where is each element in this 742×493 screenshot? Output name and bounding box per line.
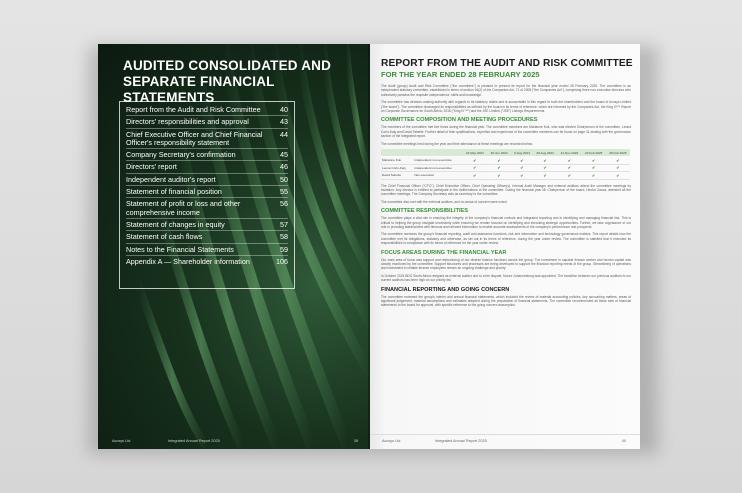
toc-entry-label: Directors' responsibilities and approval bbox=[126, 117, 249, 127]
section-heading: COMMITTEE RESPONSIBILITIES bbox=[381, 208, 469, 215]
report-subtitle: FOR THE YEAR ENDED 28 FEBRUARY 2025 bbox=[381, 70, 540, 79]
member-name: Marianne Kok bbox=[381, 157, 413, 165]
toc-entry[interactable] bbox=[126, 116, 288, 128]
attendance-check: ✔ bbox=[606, 172, 630, 180]
body-paragraph: Our main area of focus was support and restructuring of our diverse finance functions across the group. The investment in capable finance worker and human capital was closely monitored by the committee. Support structures and processes are being developed to support the financial reporting needs of the group. Streamlining of operations and investment in reliable finance employees remain an ongoing challenge and priority. bbox=[381, 257, 631, 271]
footer-report-name: Integrated Annual Report 2025 bbox=[435, 439, 487, 443]
toc-entry[interactable] bbox=[126, 174, 288, 186]
member-name: Leona Corin-Kaiy bbox=[381, 164, 413, 172]
table-row bbox=[381, 157, 630, 165]
attendance-check: ✔ bbox=[557, 157, 581, 165]
section-heading: FINANCIAL REPORTING AND GOING CONCERN bbox=[381, 286, 510, 293]
attendance-check: ✔ bbox=[582, 164, 606, 172]
table-header-cell: 21 Nov 2024 bbox=[557, 149, 581, 157]
table-header-cell bbox=[381, 149, 413, 157]
member-role: Independent non-executive bbox=[413, 157, 462, 165]
attendance-check: ✔ bbox=[533, 172, 557, 180]
attendance-check: ✔ bbox=[511, 157, 533, 165]
report-body bbox=[381, 84, 631, 311]
toc-entry[interactable] bbox=[126, 244, 288, 256]
toc-entry[interactable] bbox=[126, 104, 288, 116]
toc-entry-page: 57 bbox=[280, 219, 288, 229]
table-header-cell: 28 Feb 2025 bbox=[606, 149, 630, 157]
toc-entry-page: 40 bbox=[280, 105, 288, 114]
body-paragraph: The members of the committee met five times during the financial year. The committee members are Marianne Kok, who was elected Chairperson of the committee, Leona Corin-Kaiy and David Sebelle. Further detail of their qualifications, expertise and experience of the committee members can be found on page 31 dealing with the governance section of the integrated report. bbox=[381, 125, 631, 139]
section-title bbox=[123, 58, 353, 106]
toc-entry[interactable] bbox=[126, 129, 288, 150]
toc-entry-label: Report from the Audit and Risk Committee bbox=[126, 105, 261, 114]
toc-entry-page: 56 bbox=[280, 199, 288, 209]
body-paragraph: The Chief Financial Officer ("CFO"), Chief Executive Officer, Chief Operating Officer(s), Internal Audit Manager and external auditors attend the committee meetings by invitation. Any director is entitled to participate in the deliberations of the committee. During the financial year Mr Chairperson of the board, Hector Zanca, attended all the committee meetings. The Company Secretary acts as secretary to the committee. bbox=[381, 183, 631, 197]
attendance-check: ✔ bbox=[462, 172, 487, 180]
right-page bbox=[370, 44, 640, 449]
toc-entry[interactable] bbox=[126, 186, 288, 198]
toc-entry-label: Independent auditor's report bbox=[126, 174, 216, 184]
table-row bbox=[381, 172, 630, 180]
toc-entry-page: 59 bbox=[280, 244, 288, 254]
toc-entry-page: 50 bbox=[280, 174, 288, 184]
toc-entry-label: Notes to the Financial Statements bbox=[126, 244, 234, 254]
table-header-cell: 26 Jun 2024 bbox=[487, 149, 511, 157]
body-paragraph: In October 2024 BDO South Africa resigned as external auditor due to a fee dispute. Moore Johannesburg was appointed. The transition between our previous auditors to our current auditors has been high on our priority list. bbox=[381, 273, 631, 283]
attendance-check: ✔ bbox=[557, 164, 581, 172]
table-header-cell: 9 Aug 2024 bbox=[511, 149, 533, 157]
footer-report-name: Integrated Annual Report 2025 bbox=[168, 439, 220, 443]
table-header-row bbox=[381, 149, 630, 157]
toc-entry-page: 106 bbox=[276, 256, 288, 266]
footer-brand: Accsys Ltd bbox=[112, 439, 131, 443]
toc-entry-page: 43 bbox=[280, 117, 288, 127]
toc-entry-label: Appendix A — Shareholder information bbox=[126, 256, 250, 266]
attendance-check: ✔ bbox=[557, 172, 581, 180]
footer-brand: Accsys Ltd bbox=[382, 439, 401, 443]
toc-entry-label: Statement of cash flows bbox=[126, 232, 203, 242]
left-page-footer bbox=[98, 435, 370, 449]
toc-entry[interactable] bbox=[126, 161, 288, 173]
body-paragraph: The committee meetings held during the year and their attendance at these meetings are recorded below: bbox=[381, 141, 533, 146]
attendance-check: ✔ bbox=[511, 172, 533, 180]
toc-entry[interactable] bbox=[126, 219, 288, 231]
section-heading: COMMITTEE COMPOSITION AND MEETING PROCEDURES bbox=[381, 117, 538, 124]
attendance-check: ✔ bbox=[582, 172, 606, 180]
toc-entry-label: Company Secretary's confirmation bbox=[126, 150, 236, 160]
toc-entry-page: 58 bbox=[280, 232, 288, 242]
toc-entry-label: Statement of profit or loss and other comprehensive income bbox=[126, 199, 241, 217]
attendance-check: ✔ bbox=[582, 157, 606, 165]
toc-entry-label: Statement of changes in equity bbox=[126, 219, 225, 229]
table-header-cell bbox=[413, 149, 462, 157]
toc-entry-page: 55 bbox=[280, 187, 288, 197]
footer-page-number: 39 bbox=[353, 439, 358, 443]
section-title-line-1: AUDITED CONSOLIDATED AND bbox=[123, 58, 332, 73]
toc-entry-page: 45 bbox=[280, 150, 288, 160]
table-header-cell: 29 Aug 2024 bbox=[533, 149, 557, 157]
member-role: Non-executive bbox=[413, 172, 462, 180]
attendance-check: ✔ bbox=[533, 164, 557, 172]
section-heading: FOCUS AREAS DURING THE FINANCIAL YEAR bbox=[381, 249, 507, 256]
member-name: David Sebelle bbox=[381, 172, 413, 180]
footer-page-number: 40 bbox=[621, 439, 626, 443]
body-paragraph: The committee reviewed the group's interim and annual financial statements, which included the review of material accounting policies, key accounting matters, areas of significant judgement, material assumptions and estimates adopted during the preparation of financial statements. The committee recommended all these sets of financial statements to the board for approval, with specific reference to the going concern assumption. bbox=[381, 294, 631, 308]
toc-entry-page: 44 bbox=[280, 129, 288, 139]
table-header-cell: 22 May 2024 bbox=[462, 149, 487, 157]
toc-entry-page: 46 bbox=[280, 162, 288, 172]
right-page-footer bbox=[370, 434, 640, 449]
member-role: Independent non-executive bbox=[413, 164, 462, 172]
attendance-check: ✔ bbox=[606, 157, 630, 165]
attendance-check: ✔ bbox=[487, 157, 511, 165]
attendance-check: ✔ bbox=[606, 164, 630, 172]
body-paragraph: The committee oversees the group's financial reporting, audit and assurance functions, risk and information and technology governance matters. This report details how the committee met its obligations, statutory and otherwise, as set out in its terms of reference, during the year under review. The committee is satisfied that it executed its responsibilities in compliance with its terms of reference for the year under review. bbox=[381, 232, 631, 246]
attendance-check: ✔ bbox=[462, 157, 487, 165]
body-paragraph: The committee also met with the external auditors, and no areas of concern were noted. bbox=[381, 199, 508, 204]
body-paragraph: The committee plays a vital role in ensuring the integrity of the company's financial controls and integrated reporting and in identifying and managing financial risk. This is critical to helping the group navigate uncertainty while ensuring we remain focused on identifying and executing strategic opportunities. Further, we take cognisance of our role in providing stakeholders with timeous and relevant information to enable accurate assessments of the company's performance and prospects. bbox=[381, 216, 631, 229]
table-of-contents bbox=[119, 101, 295, 289]
attendance-check: ✔ bbox=[487, 164, 511, 172]
toc-entry[interactable] bbox=[126, 149, 288, 161]
table-row bbox=[381, 164, 630, 172]
intro-paragraph: The committee has decision-making authority with regards to its statutory duties and is accountable in this regard to both the shareholders and the board of Accsys Limited ("the board"). The committee discharged its responsibilities as defined by the board in its terms of reference, which are informed by the Companies Act, the King IV™ Report on Corporate Governance for South Africa, 2016 ("King IV™") and the JSE Limited ("JSE") Listings Requirements. bbox=[381, 100, 631, 114]
toc-entry[interactable] bbox=[126, 231, 288, 243]
toc-entry[interactable] bbox=[126, 256, 288, 267]
attendance-check: ✔ bbox=[462, 164, 487, 172]
attendance-check: ✔ bbox=[511, 164, 533, 172]
attendance-check: ✔ bbox=[487, 172, 511, 180]
toc-entry-label: Directors' report bbox=[126, 162, 177, 172]
intro-paragraph: The Audit (group) Audit and Risk Committee ("the committee") is pleased to present its report for the financial year ended 28 February 2025. The committee is an independent statutory committee, established in terms of section 94(2) of the Companies Act, 71 of 2008 ("the Companies Act"), comprising three non-executive directors who collectively possess the requisite independence, skills and knowledge. bbox=[381, 84, 631, 97]
report-title: REPORT FROM THE AUDIT AND RISK COMMITTEE bbox=[381, 58, 633, 69]
meeting-attendance-table bbox=[381, 149, 630, 180]
toc-entry[interactable] bbox=[126, 198, 288, 219]
table-header-cell: 20 Feb 2025 bbox=[582, 149, 606, 157]
toc-entry-label: Statement of financial position bbox=[126, 187, 222, 197]
attendance-check: ✔ bbox=[533, 157, 557, 165]
toc-entry-label: Chief Executive Officer and Chief Financial Officer's responsibility statement bbox=[126, 129, 263, 147]
section-title-line-2: SEPARATE FINANCIAL STATEMENTS bbox=[123, 74, 275, 105]
